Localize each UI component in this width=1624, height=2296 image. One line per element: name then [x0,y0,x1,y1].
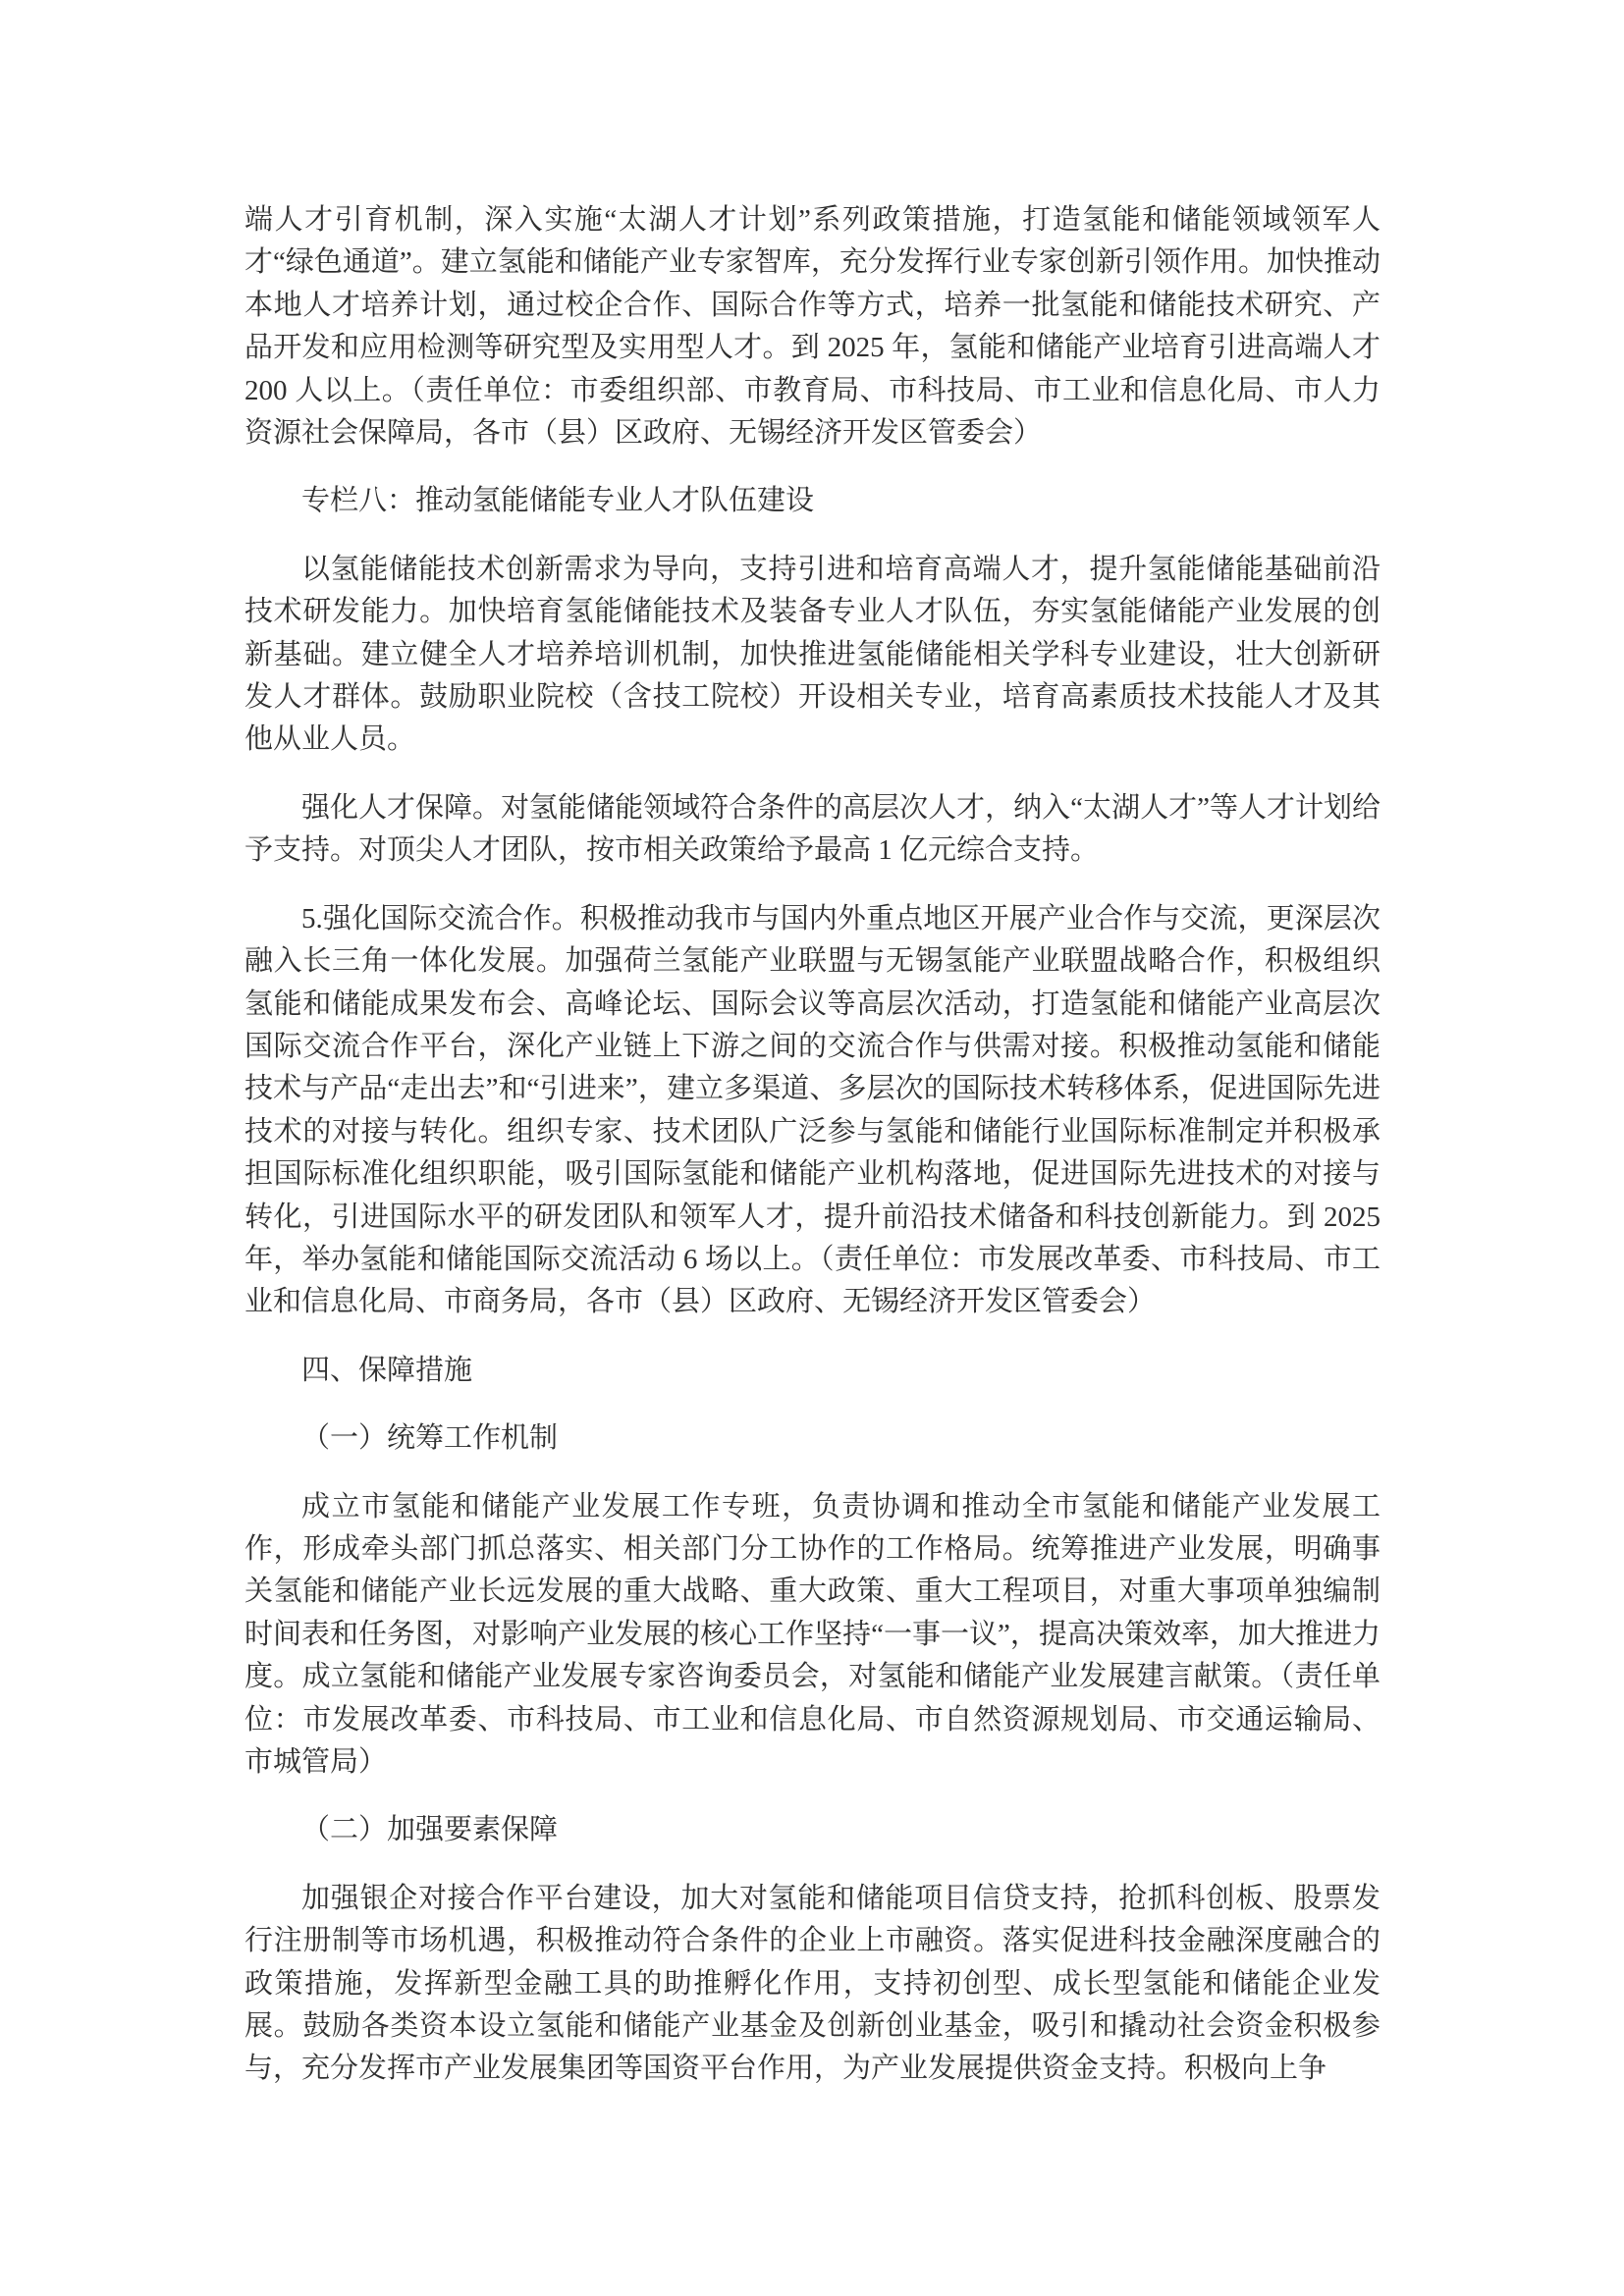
talent-support-paragraph: 强化人才保障。对氢能储能领域符合条件的高层次人才，纳入“太湖人才”等人才计划给予支持。对顶尖人才团队，按市相关政策给予最高 1 亿元综合支持。 [244,791,1380,867]
body-paragraph-continuation: 端人才引育机制，深入实施“太湖人才计划”系列政策措施，打造氢能和储能领域领军人才“绿色通道”。建立氢能和储能产业专家智库，充分发挥行业专家创新引领作用。加快推动本地人才培养计划，通过校企合作、国际合作等方式，培养一批氢能和储能技术研究、产品开发和应用检测等研究型及实用型人才。到 2025 年，氢能和储能产业培育引进高端人才 200 人以上。（责任单位：市委组织部、市教育局、市科技局、市工业和信息化局、市人力资源社会保障局，各市（县）区政府、无锡经济开发区管委会） [244,204,1380,450]
subsection-2-heading: （二）加强要素保障 [301,1814,559,1846]
column-8-heading: 专栏八：推动氢能储能专业人才队伍建设 [301,485,815,517]
subsection-1-heading: （一）统筹工作机制 [301,1422,559,1455]
section-4-heading: 四、保障措施 [301,1354,473,1386]
column-8-paragraph: 以氢能储能技术创新需求为导向，支持引进和培育高端人才，提升氢能储能基础前沿技术研发能力。加快培育氢能储能技术及装备专业人才队伍，夯实氢能储能产业发展的创新基础。建立健全人才培养培训机制，加快推进氢能储能相关学科专业建设，壮大创新研发人才群体。鼓励职业院校（含技工院校）开设相关专业，培育高素质技术技能人才及其他从业人员。 [244,553,1380,756]
document-body [244,199,1380,2116]
international-cooperation-paragraph: 5.强化国际交流合作。积极推动我市与国内外重点地区开展产业合作与交流，更深层次融入长三角一体化发展。加强荷兰氢能产业联盟与无锡氢能产业联盟战略合作，积极组织氢能和储能成果发布会、高峰论坛、国际会议等高层次活动，打造氢能和储能产业高层次国际交流合作平台，深化产业链上下游之间的交流合作与供需对接。积极推动氢能和储能技术与产品“走出去”和“引进来”，建立多渠道、多层次的国际技术转移体系，促进国际先进技术的对接与转化。组织专家、技术团队广泛参与氢能和储能行业国际标准制定并积极承担国际标准化组织职能，吸引国际氢能和储能产业机构落地，促进国际先进技术的对接与转化，引进国际水平的研发团队和领军人才，提升前沿技术储备和科技创新能力。到 2025 年，举办氢能和储能国际交流活动 6 场以上。（责任单位：市发展改革委、市科技局、市工业和信息化局、市商务局，各市（县）区政府、无锡经济开发区管委会） [244,902,1380,1318]
subsection-1-paragraph: 成立市氢能和储能产业发展工作专班，负责协调和推动全市氢能和储能产业发展工作，形成牵头部门抓总落实、相关部门分工协作的工作格局。统筹推进产业发展，明确事关氢能和储能产业长远发展的重大战略、重大政策、重大工程项目，对重大事项单独编制时间表和任务图，对影响产业发展的核心工作坚持“一事一议”，提高决策效率，加大推进力度。成立氢能和储能产业发展专家咨询委员会，对氢能和储能产业发展建言献策。（责任单位：市发展改革委、市科技局、市工业和信息化局、市自然资源规划局、市交通运输局、市城管局） [244,1490,1380,1778]
subsection-2-paragraph: 加强银企对接合作平台建设，加大对氢能和储能项目信贷支持，抢抓科创板、股票发行注册制等市场机遇，积极推动符合条件的企业上市融资。落实促进科技金融深度融合的政策措施，发挥新型金融工具的助推孵化作用，支持初创型、成长型氢能和储能企业发展。鼓励各类资本设立氢能和储能产业基金及创新创业基金，吸引和撬动社会资金积极参与，充分发挥市产业发展集团等国资平台作用，为产业发展提供资金支持。积极向上争 [244,1882,1380,2085]
